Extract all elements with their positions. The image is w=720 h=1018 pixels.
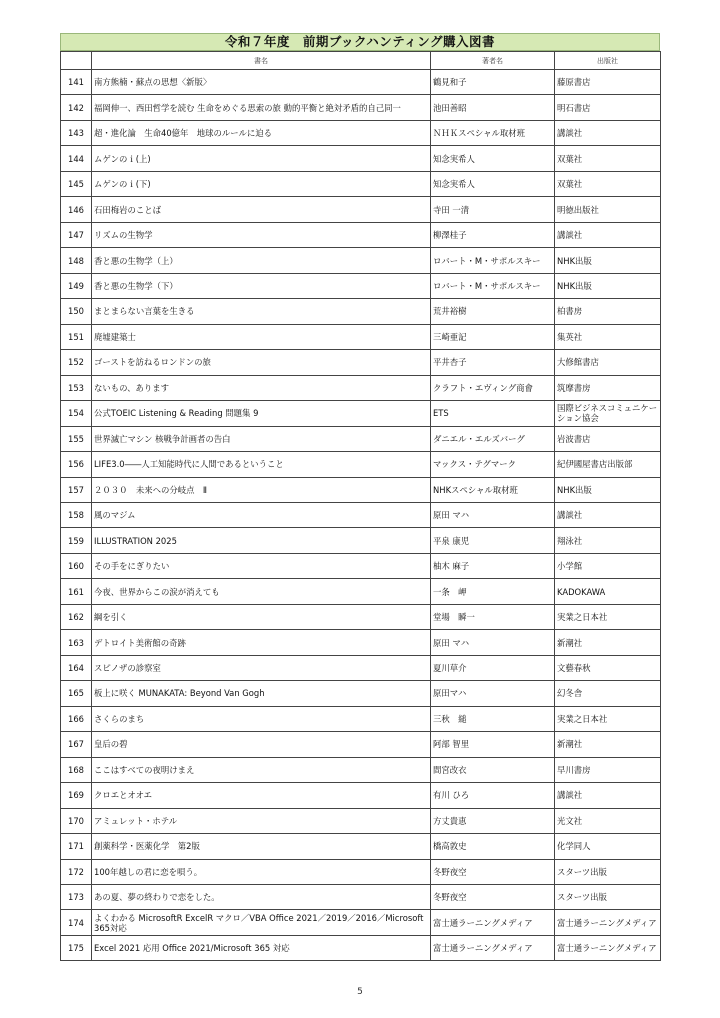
book-title: ここはすべての夜明けまえ [92,757,431,782]
book-title: ムゲンのｉ(下) [92,171,431,196]
book-author: 柚木 麻子 [431,553,555,578]
book-title: その手をにぎりたい [92,553,431,578]
book-author: ロバート・M・サポルスキー [431,273,555,298]
table-row [61,579,661,604]
book-number: 153 [61,375,92,400]
book-author: 冬野夜空 [431,859,555,884]
book-number: 142 [61,95,92,120]
book-author: 柳澤桂子 [431,222,555,247]
table-row [61,452,661,477]
header-title: 書名 [92,52,431,70]
book-number: 156 [61,452,92,477]
book-publisher: 明徳出版社 [555,197,661,222]
book-number: 146 [61,197,92,222]
table-row [61,885,661,910]
book-author: 原田 マハ [431,630,555,655]
book-title: リズムの生物学 [92,222,431,247]
table-row [61,732,661,757]
book-author: 原田マハ [431,681,555,706]
table-row [61,375,661,400]
book-publisher: 実業之日本社 [555,604,661,629]
book-number: 167 [61,732,92,757]
book-publisher: 大修館書店 [555,350,661,375]
header-publisher: 出版社 [555,52,661,70]
table-row [61,299,661,324]
book-author: 平井杏子 [431,350,555,375]
book-number: 166 [61,706,92,731]
table-row [61,910,661,935]
book-author: 富士通ラーニングメディア [431,935,555,960]
book-title: LIFE3.0――人工知能時代に人間であるということ [92,452,431,477]
book-publisher: 小学館 [555,553,661,578]
book-number: 149 [61,273,92,298]
book-title: ILLUSTRATION 2025 [92,528,431,553]
book-author: ダニエル・エルズバーグ [431,426,555,451]
book-title: 公式TOEIC Listening & Reading 問題集 9 [92,401,431,426]
table-row [61,783,661,808]
book-title: あの夏、夢の終わりで恋をした。 [92,885,431,910]
table-row [61,197,661,222]
book-author: クラフト・エヴィング商會 [431,375,555,400]
book-publisher: 富士通ラーニングメディア [555,910,661,935]
book-publisher: 翔泳社 [555,528,661,553]
table-row [61,222,661,247]
book-number: 169 [61,783,92,808]
book-number: 168 [61,757,92,782]
book-title: 香と悪の生物学（下） [92,273,431,298]
book-publisher: 富士通ラーニングメディア [555,935,661,960]
book-title: 石田梅岩のことば [92,197,431,222]
page-number: 5 [357,987,363,997]
table-row [61,706,661,731]
book-title: 綱を引く [92,604,431,629]
book-number: 164 [61,655,92,680]
table-row [61,477,661,502]
book-number: 174 [61,910,92,935]
table-row [61,350,661,375]
table-row [61,120,661,145]
book-author: NHKスペシャル取材班 [431,477,555,502]
book-publisher: 国際ビジネスコミュニケーション協会 [555,401,661,426]
book-publisher: 文藝春秋 [555,655,661,680]
book-title: ムゲンのｉ(上) [92,146,431,171]
book-publisher: 講談社 [555,783,661,808]
book-publisher: スターツ出版 [555,859,661,884]
table-row [61,757,661,782]
book-publisher: KADOKAWA [555,579,661,604]
book-author: 富士通ラーニングメディア [431,910,555,935]
book-title: 世界滅亡マシン 核戦争計画者の告白 [92,426,431,451]
table-row [61,273,661,298]
table-row [61,808,661,833]
book-title: 板上に咲く MUNAKATA: Beyond Van Gogh [92,681,431,706]
book-publisher: 新潮社 [555,630,661,655]
book-title: Excel 2021 応用 Office 2021/Microsoft 365 対応 [92,935,431,960]
book-title: ２０３０ 未来への分岐点 Ⅱ [92,477,431,502]
book-author: ロバート・M・サポルスキー [431,248,555,273]
book-publisher: 講談社 [555,120,661,145]
book-title: ないもの、あります [92,375,431,400]
book-number: 150 [61,299,92,324]
table-row [61,630,661,655]
table-row [61,426,661,451]
table-row [61,859,661,884]
book-author: 有川 ひろ [431,783,555,808]
book-title: アミュレット・ホテル [92,808,431,833]
book-number: 171 [61,834,92,859]
book-author: ETS [431,401,555,426]
book-title: 創薬科学・医薬化学 第2版 [92,834,431,859]
book-title: 南方熊楠・蘇点の思想〈新版〉 [92,70,431,95]
book-publisher: 講談社 [555,502,661,527]
book-author: 冬野夜空 [431,885,555,910]
book-number: 143 [61,120,92,145]
book-number: 160 [61,553,92,578]
book-title: 超・進化論 生命40億年 地球のルールに迫る [92,120,431,145]
table-row [61,502,661,527]
book-publisher: スターツ出版 [555,885,661,910]
book-publisher: 柏書房 [555,299,661,324]
book-author: 荒井裕樹 [431,299,555,324]
table-row [61,324,661,349]
book-author: 方丈貴恵 [431,808,555,833]
book-publisher: 紀伊國屋書店出版部 [555,452,661,477]
book-author: 三秋 縋 [431,706,555,731]
table-row [61,171,661,196]
book-publisher: NHK出版 [555,248,661,273]
table-row [61,70,661,95]
table-row [61,401,661,426]
book-title: 皇后の碧 [92,732,431,757]
book-publisher: 光文社 [555,808,661,833]
book-author: 一条 岬 [431,579,555,604]
book-author: 寺田 一清 [431,197,555,222]
book-author: 鶴見和子 [431,70,555,95]
book-number: 155 [61,426,92,451]
book-title: よくわかる MicrosoftR ExcelR マクロ／VBA Office 2021／2019／2016／Microsoft 365対応 [92,910,431,935]
book-title: 今夜、世界からこの涙が消えても [92,579,431,604]
book-title: まとまらない言葉を生きる [92,299,431,324]
book-publisher: 化学同人 [555,834,661,859]
book-publisher: 筑摩書房 [555,375,661,400]
book-number: 141 [61,70,92,95]
page-title: 令和７年度 前期ブックハンティング購入図書 [60,33,660,51]
book-publisher: NHK出版 [555,273,661,298]
book-title: 風のマジム [92,502,431,527]
book-title: デトロイト美術館の奇跡 [92,630,431,655]
header-number [61,52,92,70]
book-author: 知念実希人 [431,171,555,196]
book-author: ＮＨＫスペシャル取材班 [431,120,555,145]
book-publisher: 講談社 [555,222,661,247]
book-number: 145 [61,171,92,196]
book-number: 152 [61,350,92,375]
book-publisher: 岩波書店 [555,426,661,451]
book-title: スピノザの診察室 [92,655,431,680]
book-author: 阿部 智里 [431,732,555,757]
book-number: 163 [61,630,92,655]
table-row [61,655,661,680]
table-row [61,146,661,171]
book-title: 香と悪の生物学（上） [92,248,431,273]
book-list-table [60,51,661,961]
table-row [61,834,661,859]
book-title: 100年越しの君に恋を唄う。 [92,859,431,884]
book-author: 平泉 康児 [431,528,555,553]
book-publisher: 実業之日本社 [555,706,661,731]
book-number: 158 [61,502,92,527]
book-author: 橋高敦史 [431,834,555,859]
book-number: 161 [61,579,92,604]
book-author: 知念実希人 [431,146,555,171]
book-number: 175 [61,935,92,960]
book-publisher: 藤原書店 [555,70,661,95]
book-number: 172 [61,859,92,884]
book-publisher: 明石書店 [555,95,661,120]
book-publisher: 双葉社 [555,146,661,171]
book-publisher: 幻冬舎 [555,681,661,706]
book-title: ゴーストを訪ねるロンドンの旅 [92,350,431,375]
book-author: 夏川草介 [431,655,555,680]
table-row [61,553,661,578]
header-author: 著者名 [431,52,555,70]
book-title: 福岡伸一、西田哲学を読む 生命をめぐる思索の旅 動的平衡と絶対矛盾的自己同一 [92,95,431,120]
book-publisher: 早川書房 [555,757,661,782]
book-publisher: 新潮社 [555,732,661,757]
book-title: さくらのまち [92,706,431,731]
book-number: 148 [61,248,92,273]
book-author: 三崎亜記 [431,324,555,349]
book-number: 170 [61,808,92,833]
book-number: 147 [61,222,92,247]
table-row [61,604,661,629]
table-row [61,935,661,960]
book-title: 廃墟建築士 [92,324,431,349]
book-number: 151 [61,324,92,349]
table-row [61,681,661,706]
book-title: クロエとオオエ [92,783,431,808]
book-number: 162 [61,604,92,629]
book-publisher: 集英社 [555,324,661,349]
table-row [61,528,661,553]
book-number: 173 [61,885,92,910]
book-author: マックス・テグマーク [431,452,555,477]
book-author: 間宮改衣 [431,757,555,782]
book-number: 154 [61,401,92,426]
book-number: 144 [61,146,92,171]
table-row [61,248,661,273]
book-author: 堂場 瞬一 [431,604,555,629]
book-author: 原田 マハ [431,502,555,527]
book-publisher: 双葉社 [555,171,661,196]
book-author: 池田善昭 [431,95,555,120]
book-publisher: NHK出版 [555,477,661,502]
book-number: 159 [61,528,92,553]
book-number: 165 [61,681,92,706]
table-header-row [61,52,661,70]
table-row [61,95,661,120]
book-number: 157 [61,477,92,502]
